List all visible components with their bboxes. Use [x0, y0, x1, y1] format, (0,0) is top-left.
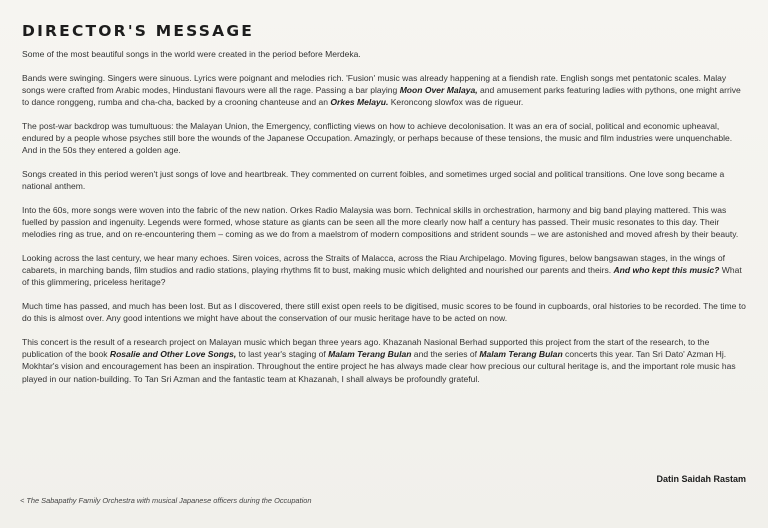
emphasized-title: Malam Terang Bulan — [328, 349, 412, 360]
paragraph — [22, 168, 746, 192]
emphasized-title: Moon Over Malaya, — [399, 84, 478, 95]
paragraph — [22, 300, 746, 324]
emphasized-title: Rosalie and Other Love Songs, — [109, 349, 237, 360]
text-run: Some of the most beautiful songs in the world were created in the period before Merdeka. — [22, 49, 361, 59]
text-run: Looking across the last century, we hear many echoes. Siren voices, across the Straits of Malacca, across the Riau Archipelago. Moving figures, below bangsawan stages, in the wings of cabarets, in marching bands, film studios and radio stations, playing rhythms fit to bust, making music which delighted and nourished our parents and theirs. — [22, 252, 725, 276]
text-run: Into the 60s, more songs were woven into the fabric of the new nation. Orkes Radio Malaysia was born. Technical skills in orchestration, harmony and big band playing mattered. This was fuelled by passion and ingenuity. Legends were formed, whose stature as giants can be seen all the more clearly now half a century has passed. Their music resonates to this day. Their melodies ring as true, and on re-encountering them – coming as we do from a maelstrom of modern compositions and strident sounds – we are astonished and moved afresh by their beauty. — [22, 204, 739, 240]
text-run: concerts this year. Tan Sri Dato' Azman Hj. Mokhtar's vision and encouragement has been an inspiration. Throughout the entire project he has always made clear how precious our cultural heritage is, and the important role music has played in our nation-building. To Tan Sri Azman and the fantastic team at Khazanah, I shall always be profoundly grateful. — [22, 349, 736, 384]
emphasized-title: Orkes Melayu. — [330, 97, 389, 108]
text-run: This concert is the result of a research project on Malayan music which began three years ago. Khazanah Nasional Berhad supported this project from the start of the research, to the publication of the book — [22, 336, 710, 360]
paragraph — [22, 204, 746, 241]
emphasized-title: Malam Terang Bulan — [479, 349, 563, 360]
text-run: and the series of — [411, 349, 480, 360]
text-run: and amusement parks featuring ladies with pythons, one might arrive to dance ronggeng, rumba and cha-cha, backed by a crooning chanteuse and an — [22, 84, 741, 108]
paragraph — [22, 48, 746, 60]
text-run: Keroncong slowfox was de rigueur. — [388, 97, 524, 108]
text-run: Bands were swinging. Singers were sinuous. Lyrics were poignant and melodies rich. 'Fusion' music was already happening at a fiendish rate. English songs met pentatonic scales. Malay songs were crafted from Arabic modes, Hindustani flavours were all the rage. Passing a bar playing — [22, 72, 727, 95]
signature: Datin Saidah Rastam — [656, 474, 746, 484]
text-run: The post-war backdrop was tumultuous: the Malayan Union, the Emergency, conflicting views on how to achieve decolonisation. It was an era of social, political and economic upheaval, endured by a people whose psyches still bore the wounds of the Japanese Occupation. Amazingly, or perhaps because of these tensions, the music and film industries were unquenchable. And in the 50s they entered a golden age. — [22, 120, 733, 156]
text-run: Songs created in this period weren't just songs of love and heartbreak. They commented on current foibles, and sometimes urged social and political transitions. One love song became a national anthem. — [22, 168, 725, 192]
paragraph — [22, 336, 746, 385]
message-body — [22, 48, 746, 385]
text-run: Much time has passed, and much has been lost. But as I discovered, there still exist open reels to be digitised, music scores to be found in cupboards, oral histories to be recorded. The time to do this is almost over. Any good intentions we might have about the conservation of our music heritage have to be acted on now. — [22, 301, 746, 324]
emphasized-title: And who kept this music? — [613, 265, 720, 276]
page-title: DIRECTOR'S MESSAGE — [22, 22, 255, 40]
photo-caption: < The Sabapathy Family Orchestra with musical Japanese officers during the Occupation — [20, 496, 312, 505]
paragraph — [22, 120, 746, 157]
paragraph — [22, 252, 746, 289]
text-run: What of this glimmering, priceless heritage? — [22, 265, 742, 288]
text-run: to last year's staging of — [236, 349, 329, 360]
paragraph — [22, 72, 746, 109]
